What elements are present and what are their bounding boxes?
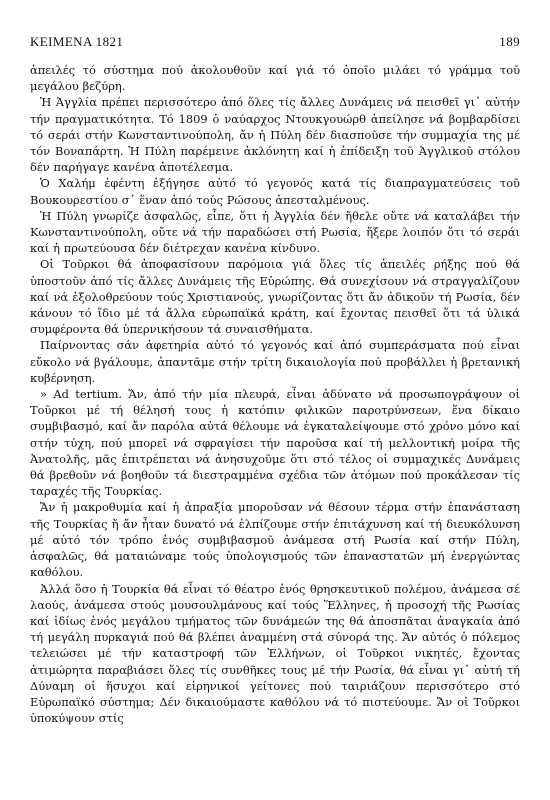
paragraph: ἀπειλές τό σύστημα πού ἀκολουθοῦν καί γιά τό ὁποῖο μιλάει τό γράμμα τοῦ μεγάλου βεζύρη. (30, 63, 520, 94)
paragraph: Ἡ Ἀγγλία πρέπει περισσότερο ἀπό ὅλες τίς ἄλλες Δυνάμεις νά πεισθεῖ γι᾽ αὐτήν τήν πραγματικότητα. Τό 1809 ὁ ναύαρχος Ντουκγουώρθ ἀπείλησε νά βομβαρδίσει τό σεράι στήν Κωνσταντινούπολη, ἄν ἡ Πύλη δέν διασποῦσε τήν συμμαχία της μέ τόν Βοναπάρτη. Ἡ Πύλη παρέμεινε ἀκλόνητη καί ἡ ἐπίδειξη τοῦ Ἀγγλικοῦ στόλου δέν παρήγαγε κανένα ἀποτέλεσμα. (30, 95, 520, 175)
paragraph: Ὁ Χαλήμ ἐφέντη ἐξήγησε αὐτό τό γεγονός κατά τίς διαπραγματεύσεις τοῦ Βουκουρεστίου σ᾽ ἕναν ἀπό τούς Ρώσους ἀπεσταλμένους. (30, 176, 520, 207)
running-title: ΚΕΙΜΕΝΑ 1821 (30, 34, 124, 49)
paragraph: Οἱ Τοῦρκοι θά ἀποφασίσουν παρόμοια γιά ὅλες τίς ἀπειλές ρήξης πού θά ὑποστοῦν ἀπό τίς ἄλλες Δυνάμεις τῆς Εὐρώπης. Θά συνεχίσουν νά στραγγαλίζουν καί νά ἐξολοθρεύουν τούς Χριστιανούς, γνωρίζοντας ὅτι ἄν ἀδικοῦν τή Ρωσία, δέν κάνουν τό ἴδιο μέ τά ἄλλα εὐρωπαϊκά κράτη, καί ἔχοντας πεισθεῖ ὅτι τά ὑλικά συμφέροντα θά ὑπερνικήσουν τά συναισθήματα. (30, 257, 520, 337)
paragraph: Ἡ Πύλη γνωρίζε ἀσφαλῶς, εἶπε, ὅτι ἡ Ἀγγλία δέν ἤθελε οὔτε νά καταλάβει τήν Κωνσταντινούπολη, οὔτε νά τήν παραδώσει στή Ρωσία, ἤξερε λοιπόν ὅτι τό σεράι καί ἡ πρωτεύουσα δέν διέτρεχαν κανένα κίνδυνο. (30, 208, 520, 256)
document-page (30, 34, 520, 726)
paragraph: Ἄν ἡ μακροθυμία καί ἡ ἀπραξία μποροῦσαν νά θέσουν τέρμα στήν ἐπανάσταση τῆς Τουρκίας ἤ ἄν ἦταν δυνατό νά ἐλπίζουμε στήν ἐπιτάχυνση καί τή διευκόλυνση μέ αὐτό τόν τρόπο ἑνός συμβιβασμοῦ ἀνάμεσα στή Ρωσία καί στήν Πύλη, ἀσφαλῶς, θά ματαιώναμε τούς ὑπολογισμούς τῶν ἐπαναστατῶν μή ἐνεργώντας καθόλου. (30, 500, 520, 580)
body-text (30, 62, 520, 726)
paragraph: Ἀλλά ὅσο ἡ Τουρκία θά εἶναι τό θέατρο ἑνός θρησκευτικοῦ πολέμου, ἀνάμεσα σέ λαούς, ἀνάμεσα στούς μουσουλμάνους καί τούς Ἕλληνες, ἡ προσοχή τῆς Ρωσίας καί ἰδίως ἑνός μεγάλου τμήματος τῶν δυνάμεών της θά ἀποσπᾶται ἀναγκαία ἀπό τή μεγάλη πυρκαγιά πού θά βλέπει ἀναμμένη στά σύνορά της. Ἄν αὐτός ὁ πόλεμος τελειώσει μέ τήν καταστροφή τῶν Ἑλλήνων, οἱ Τοῦρκοι νικητές, ἔχοντας ἀτιμώρητα παραβιάσει ὅλες τίς συνθῆκες τους μέ τήν Ρωσία, θά εἶναι γι᾽ αὐτή τή Δύναμη οἱ ἥσυχοι καί εἰρηνικοί γείτονες πού ταιριάζουν περισσότερο στό Εὐρωπαϊκό σύστημα; Δέν δικαιούμαστε καθόλου νά τό πιστεύουμε. Ἄν οἱ Τοῦρκοι ὑποκύψουν στίς (30, 581, 520, 726)
running-head (30, 34, 520, 58)
paragraph: Παίρνοντας σάν ἀφετηρία αὐτό τό γεγονός καί ἀπό συμπεράσματα πού εἶναι εὔκολο νά βγάλουμε, ἀπαντᾶμε στήν τρίτη δικαιολογία πού προβάλλει ἡ βρετανική κυβέρνηση. (30, 338, 520, 385)
page-number: 189 (499, 34, 520, 49)
paragraph: » Ad tertium. Ἄν, ἀπό τήν μία πλευρά, εἶναι ἀδύνατο νά προσωπογράψουν οἱ Τοῦρκοι μέ τή θέλησή τους ἡ κατόπιν φιλικῶν παροτρύνσεων, ἕνα δίκαιο συμβιβασμό, καί ἄν παρόλα αὐτά θέλουμε νά ἐγκαταλείψουμε στό χρόνο μόνο καί στήν τύχη, πού μπορεῖ νά σφραγίσει τήν παροῦσα καί τή μελλοντική μοίρα τῆς Ἀνατολῆς, μᾶς ἐπιτρέπεται νά ἀνησυχοῦμε ὅτι στό τέλος οἱ συμμαχικές Δυνάμεις θά βρεθοῦν νά βοηθοῦν τά διεστραμμένα σχέδια τῶν ἀτόμων πού προκάλεσαν τίς ταραχές τῆς Τουρκίας. (30, 387, 520, 499)
